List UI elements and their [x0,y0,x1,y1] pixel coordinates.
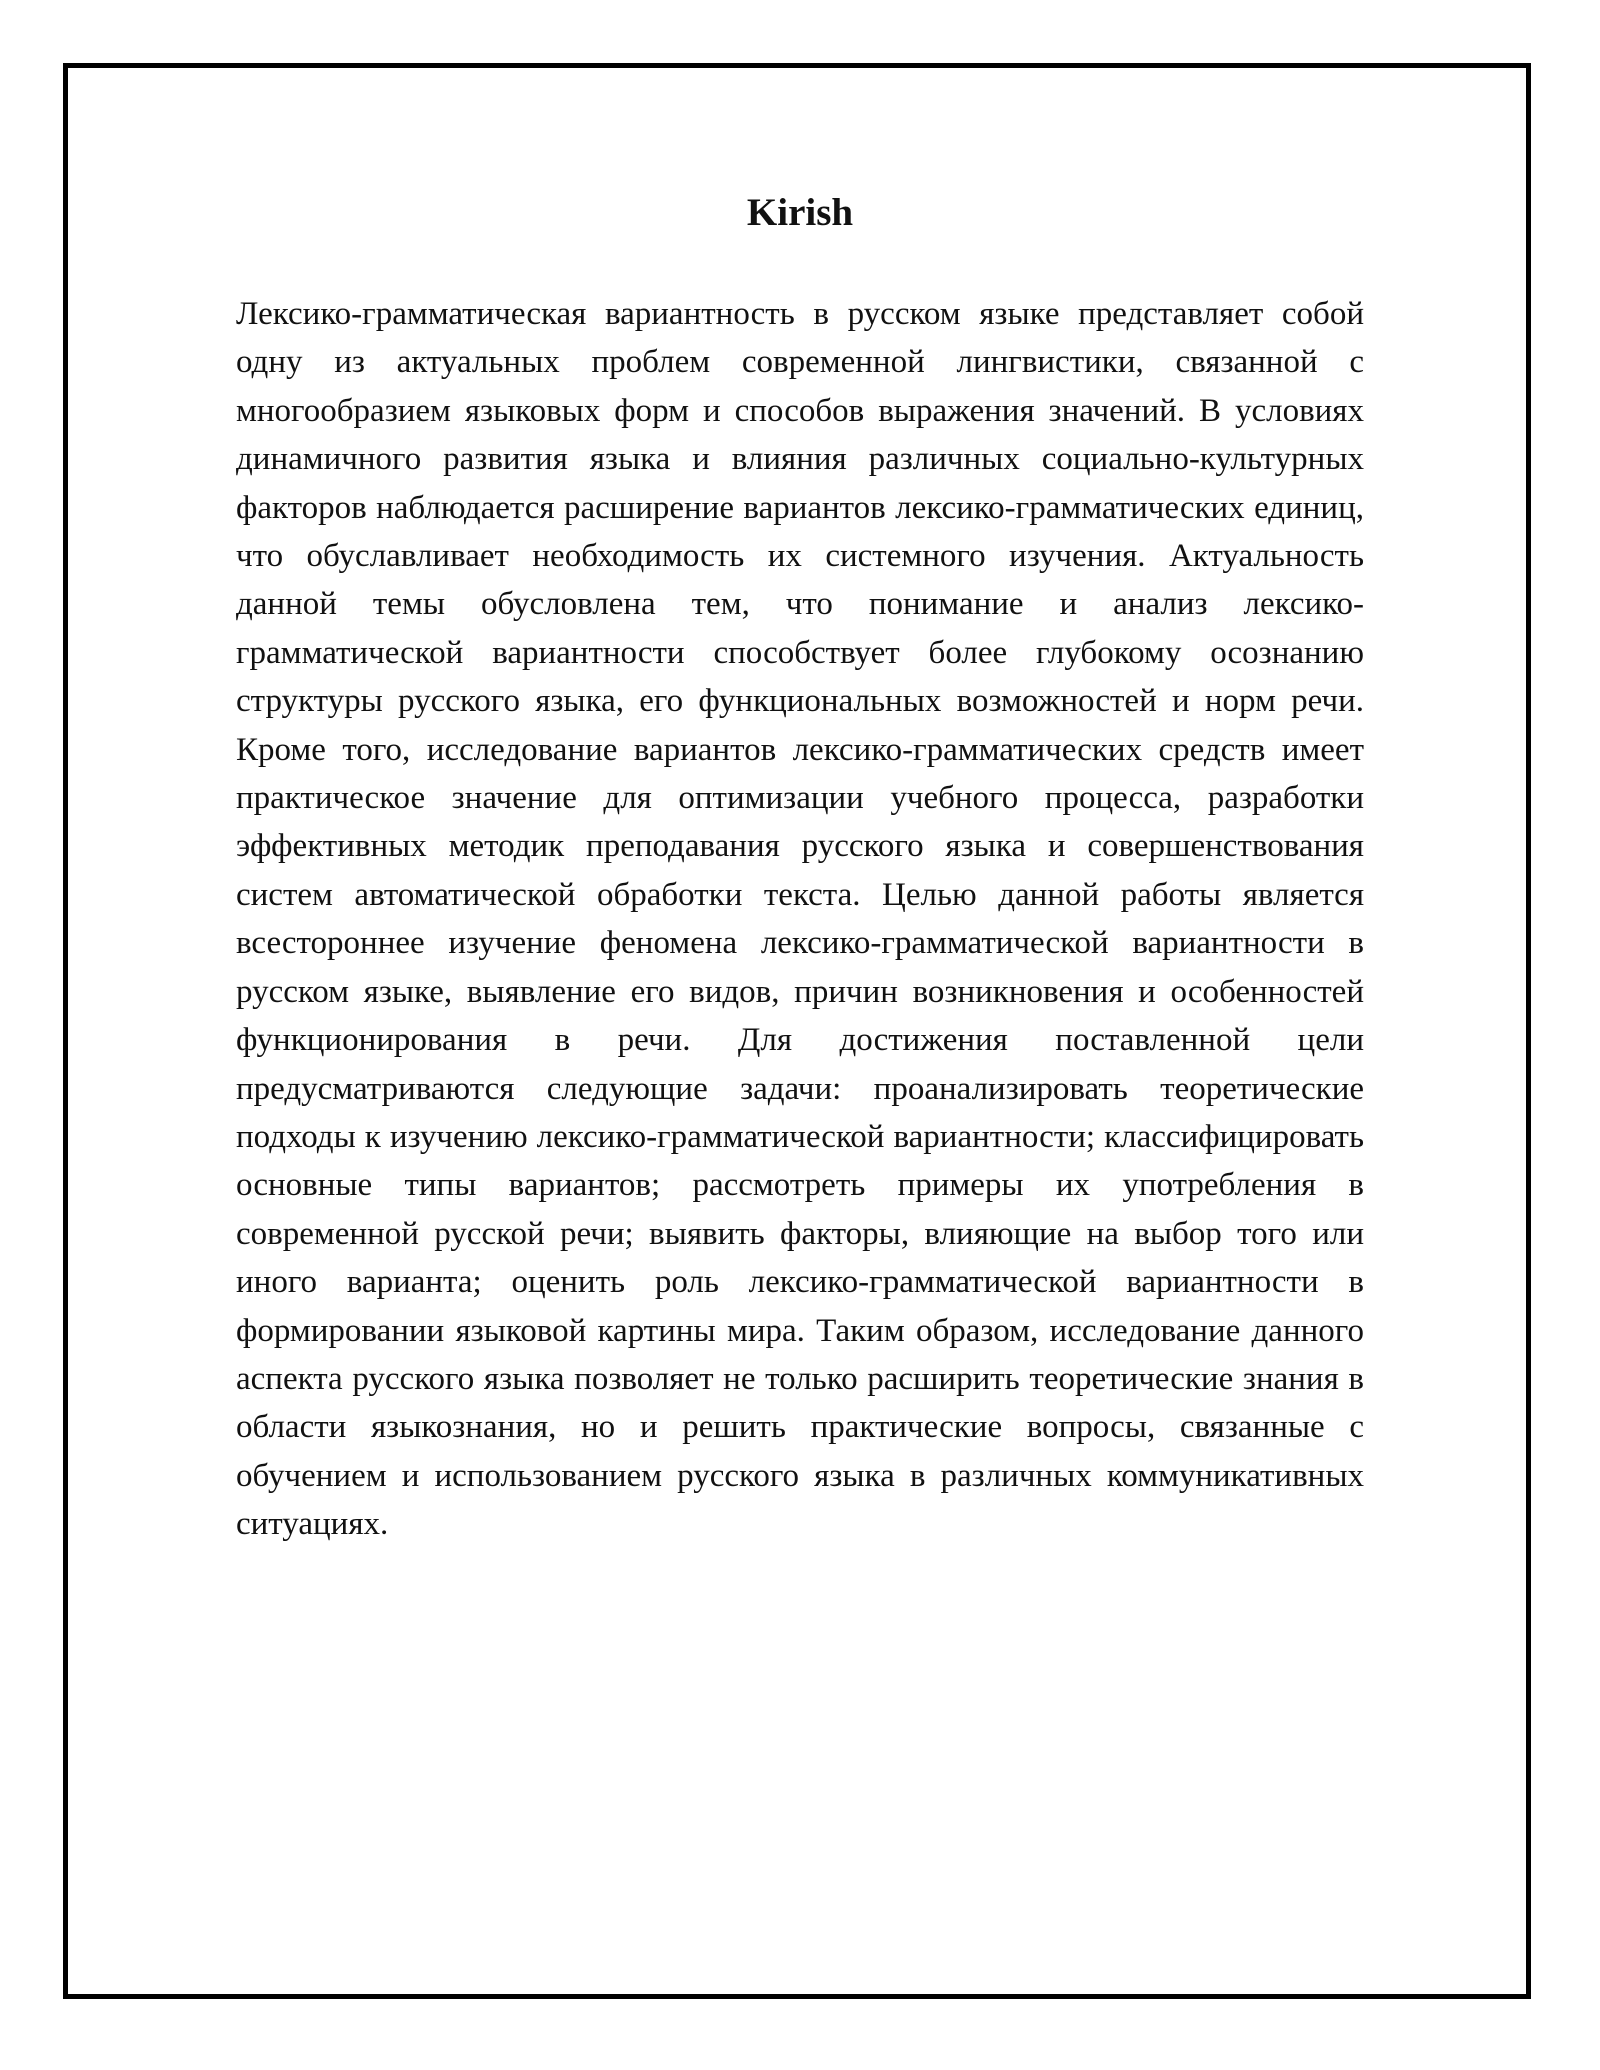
body-paragraph: Лексико-грамматическая вариантность в русском языке представляет собой одну из актуальных проблем современной лингвистики, связанной с многообразием языковых форм и способов выражения значений. В условиях динамичного развития языка и влияния различных социально-культурных факторов наблюдается расширение вариантов лексико-грамматических единиц, что обуславливает необходимость их системного изучения. Актуальность данной темы обусловлена тем, что понимание и анализ лексико-грамматической вариантности способствует более глубокому осознанию структуры русского языка, его функциональных возможностей и норм речи. Кроме того, исследование вариантов лексико-грамматических средств имеет практическое значение для оптимизации учебного процесса, разработки эффективных методик преподавания русского языка и совершенствования систем автоматической обработки текста. Целью данной работы является всестороннее изучение феномена лексико-грамматической вариантности в русском языке, выявление его видов, причин возникновения и особенностей функционирования в речи. Для достижения поставленной цели предусматриваются следующие задачи: проанализировать теоретические подходы к изучению лексико-грамматической вариантности; классифицировать основные типы вариантов; рассмотреть примеры их употребления в современной русской речи; выявить факторы, влияющие на выбор того или иного варианта; оценить роль лексико-грамматической вариантности в формировании языковой картины мира. Таким образом, исследование данного аспекта русского языка позволяет не только расширить теоретические знания в области языкознания, но и решить практические вопросы, связанные с обучением и использованием русского языка в различных коммуникативных ситуациях. [236,296,1364,1543]
page-title: Kirish [746,191,854,234]
